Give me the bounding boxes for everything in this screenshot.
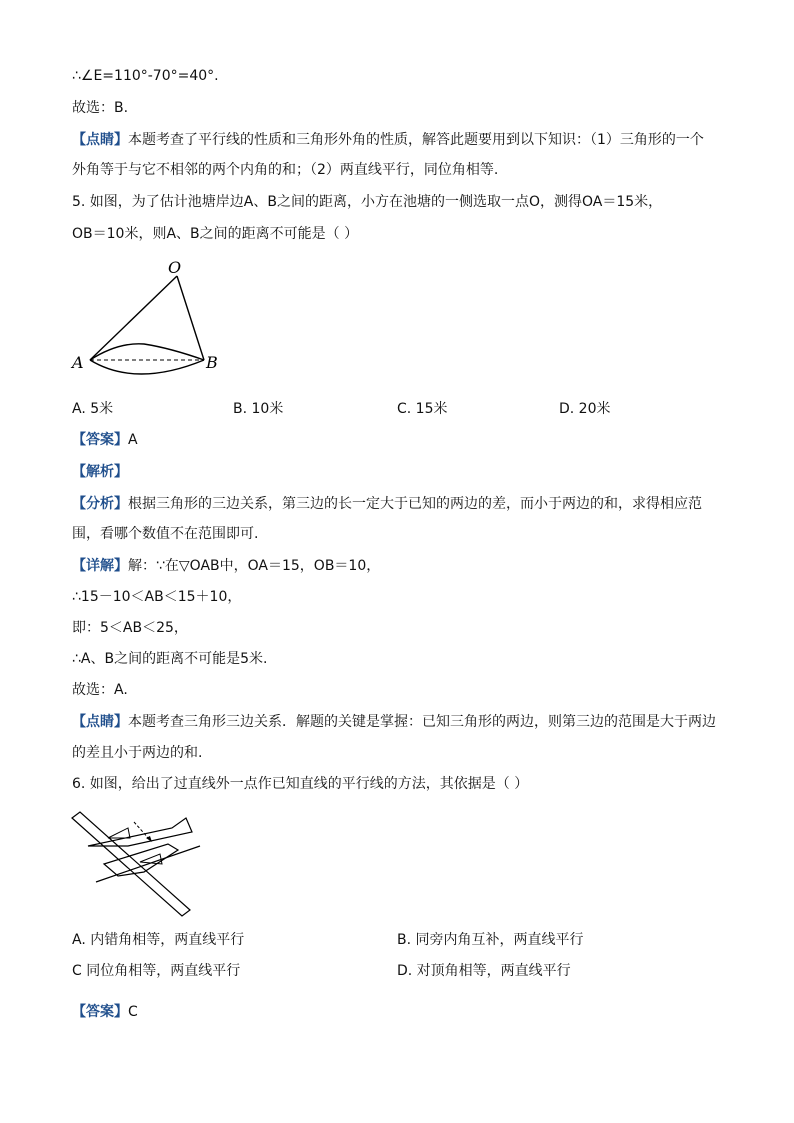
detail-text: 解：∵在▽OAB中，OA＝15，OB＝10， <box>128 558 381 574</box>
pond-upper-edge <box>90 344 204 360</box>
label-a: A <box>72 353 84 372</box>
q6-option-a[interactable]: A. 内错角相等，两直线平行 <box>72 932 245 948</box>
q5-detail-line-3: 即：5＜AB＜25， <box>72 620 188 636</box>
q5-review-line-1 <box>72 712 716 732</box>
q5-option-c[interactable]: C. 15米 <box>397 401 448 417</box>
q5-choose-line: 故选：A. <box>72 682 128 698</box>
pond-figure <box>66 256 226 378</box>
answer-value: C <box>128 1004 138 1020</box>
q5-review-line-2: 的差且小于两边的和. <box>72 745 203 761</box>
q5-option-a[interactable]: A. 5米 <box>72 401 114 417</box>
review-tag: 【点睛】 <box>72 714 128 730</box>
q6-option-c[interactable]: C 同位角相等，两直线平行 <box>72 963 241 979</box>
q5-answer-line <box>72 430 138 450</box>
q5-stem-line-2: OB＝10米，则A、B之间的距离不可能是（ ） <box>72 226 359 242</box>
parallel-ruler-figure <box>68 806 208 918</box>
answer-tag: 【答案】 <box>72 432 128 448</box>
prev-choose-line: 故选：B. <box>72 100 129 116</box>
review-text: 本题考查了平行线的性质和三角形外角的性质，解答此题要用到以下知识：（1）三角形的一个 <box>128 132 704 148</box>
analysis-tag: 【解析】 <box>72 464 128 480</box>
segment-ob <box>177 276 204 360</box>
label-o: O <box>168 258 182 277</box>
q5-detail-line-2: ∴15－10＜AB＜15＋10， <box>72 589 242 605</box>
q6-option-b[interactable]: B. 同旁内角互补，两直线平行 <box>397 932 584 948</box>
fenxi-tag: 【分析】 <box>72 496 128 512</box>
q5-fenxi-line-1 <box>72 494 702 514</box>
q5-option-b[interactable]: B. 10米 <box>233 401 284 417</box>
review-tag: 【点睛】 <box>72 132 128 148</box>
q6-option-d[interactable]: D. 对顶角相等，两直线平行 <box>397 963 571 979</box>
upper-set-square-hole <box>108 828 130 838</box>
q6-stem-line: 6. 如图，给出了过直线外一点作已知直线的平行线的方法，其依据是（ ） <box>72 776 529 792</box>
q5-analysis-line <box>72 462 128 482</box>
q5-detail-line-1 <box>72 556 380 576</box>
fenxi-text: 根据三角形的三边关系，第三边的长一定大于已知的两边的差，而小于两边的和，求得相应范 <box>128 496 702 512</box>
pond-lower-edge <box>90 360 204 374</box>
prev-review-line-2: 外角等于与它不相邻的两个内角的和；（2）两直线平行，同位角相等. <box>72 162 499 178</box>
answer-tag: 【答案】 <box>72 1004 128 1020</box>
q5-option-d[interactable]: D. 20米 <box>559 401 611 417</box>
answer-value: A <box>128 432 138 448</box>
prev-review-line-1 <box>72 130 704 150</box>
detail-tag: 【详解】 <box>72 558 128 574</box>
label-b: B <box>206 353 218 372</box>
q5-detail-line-4: ∴A、B之间的距离不可能是5米. <box>72 651 268 667</box>
q5-fenxi-line-2: 围，看哪个数值不在范围即可. <box>72 526 259 542</box>
q5-stem-line-1: 5. 如图，为了估计池塘岸边A、B之间的距离，小方在池塘的一侧选取一点O，测得OA＝15米， <box>72 194 663 210</box>
review-text: 本题考查三角形三边关系．解题的关键是掌握：已知三角形的两边，则第三边的范围是大于两边 <box>128 714 716 730</box>
angle-result-line: ∴∠E=110°-70°=40°. <box>72 68 219 84</box>
q6-answer-line <box>72 1002 138 1022</box>
